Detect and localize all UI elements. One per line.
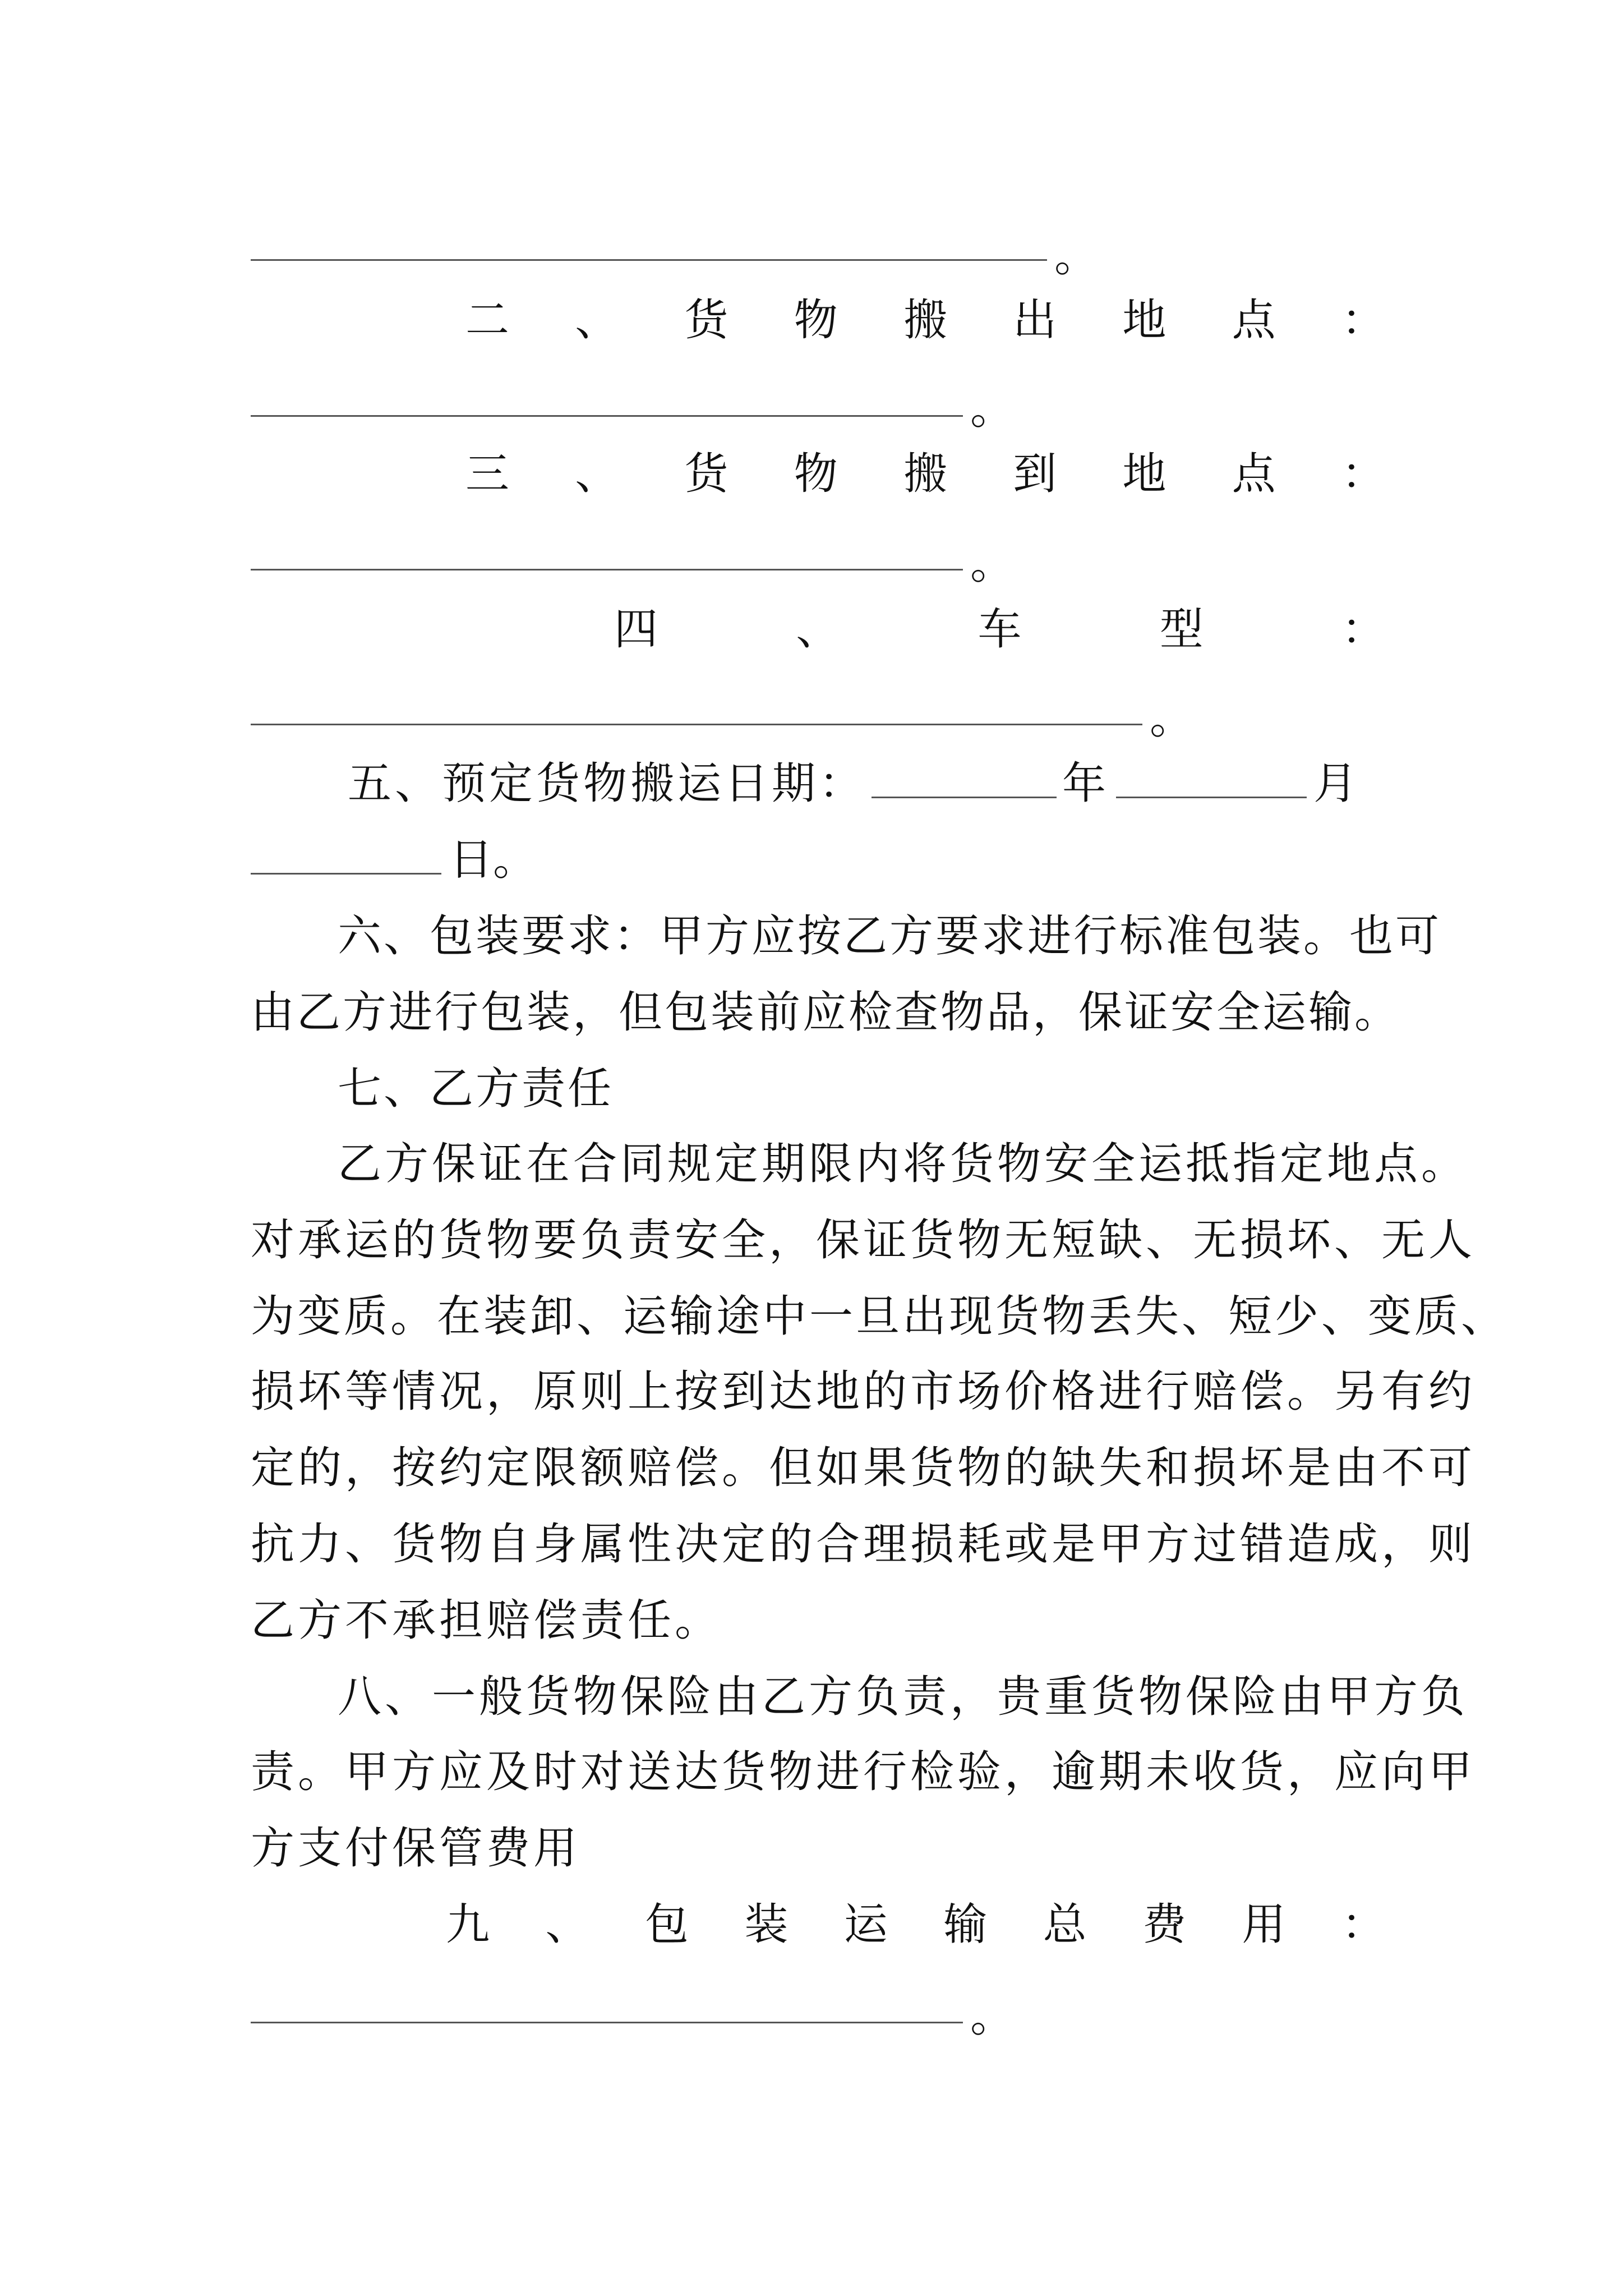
month-label: 月 xyxy=(1313,758,1361,809)
item-8-line: 八、一般货物保险由乙方负责，贵重货物保险由甲方负 xyxy=(338,1672,1469,1722)
item-5-date-line xyxy=(348,758,1361,809)
item-7-line: 损坏等情况，原则上按到达地的市场价格进行赔偿。另有约 xyxy=(251,1366,1476,1417)
blank-item-3[interactable] xyxy=(251,569,963,570)
item-4-char: 车 xyxy=(978,604,1022,655)
blank-year[interactable] xyxy=(872,792,1057,798)
year-label: 年 xyxy=(1062,758,1110,809)
item-9-char: 用 xyxy=(1242,1899,1286,1950)
item-9-heading xyxy=(446,1899,1385,1950)
item-2-char: 货 xyxy=(684,295,728,346)
item-7-line: 乙方保证在合同规定期限内将货物安全运抵指定地点。 xyxy=(338,1139,1469,1189)
item-9-char: 输 xyxy=(943,1899,988,1950)
item-2-heading xyxy=(465,295,1385,346)
item-8-line: 方支付保管费用 xyxy=(251,1823,581,1874)
item-2-char: 出 xyxy=(1013,295,1057,346)
item-2-char: 地 xyxy=(1122,295,1166,346)
item-2-char: 点 xyxy=(1232,295,1276,346)
item-9-char: 运 xyxy=(843,1899,888,1950)
item-8-line: 责。甲方应及时对送达货物进行检验，逾期未收货，应向甲 xyxy=(251,1747,1476,1797)
item-6-line-1: 六、包装要求：甲方应按乙方要求进行标准包装。也可 xyxy=(338,911,1442,961)
item-7-heading: 七、乙方责任 xyxy=(338,1064,614,1114)
item-9-char: 、 xyxy=(545,1899,589,1950)
item-3-char: 、 xyxy=(575,449,619,499)
item-9-char: 费 xyxy=(1142,1899,1187,1950)
blank-item-9[interactable] xyxy=(251,2022,963,2023)
period-item-9: 。 xyxy=(970,1991,1015,2042)
item-3-heading xyxy=(465,449,1385,499)
item-3-char: 地 xyxy=(1122,449,1166,499)
item-2-char: 物 xyxy=(794,295,838,346)
item-9-char: 总 xyxy=(1043,1899,1087,1950)
blank-day[interactable] xyxy=(251,868,441,875)
item-4-heading xyxy=(614,604,1385,655)
item-3-char: 点 xyxy=(1232,449,1276,499)
item-3-char: 物 xyxy=(794,449,838,499)
item-4-char: 四 xyxy=(614,604,658,655)
item-7-line: 定的，按约定限额赔偿。但如果货物的缺失和损坏是由不可 xyxy=(251,1443,1476,1493)
item-4-char: 型 xyxy=(1159,604,1204,655)
item-7-line: 抗力、货物自身属性决定的合理损耗或是甲方过错造成，则 xyxy=(251,1519,1476,1570)
item-2-char: 二 xyxy=(465,295,510,346)
period-1: 。 xyxy=(1054,231,1099,282)
item-7-line: 对承运的货物要负责安全，保证货物无短缺、无损坏、无人 xyxy=(251,1215,1476,1266)
item-2-char: ： xyxy=(1341,295,1385,346)
item-3-char: 三 xyxy=(465,449,510,499)
blank-line-1[interactable] xyxy=(251,259,1047,261)
blank-month[interactable] xyxy=(1116,792,1307,798)
item-9-char: ： xyxy=(1341,1899,1385,1950)
item-9-char: 装 xyxy=(744,1899,789,1950)
period-item-3: 。 xyxy=(970,539,1015,589)
item-7-line: 为变质。在装卸、运输途中一旦出现货物丢失、短少、变质、 xyxy=(251,1291,1508,1342)
item-2-char: 、 xyxy=(575,295,619,346)
blank-item-4[interactable] xyxy=(251,724,1142,725)
item-7-line: 乙方不承担赔偿责任。 xyxy=(251,1595,722,1646)
item-4-char: 、 xyxy=(796,604,840,655)
item-4-char: ： xyxy=(1341,604,1385,655)
period-item-4: 。 xyxy=(1150,693,1194,744)
item-5-day-line xyxy=(251,835,537,885)
item-2-char: 搬 xyxy=(903,295,947,346)
day-label: 日。 xyxy=(449,835,537,885)
item-9-char: 九 xyxy=(446,1899,490,1950)
item-9-char: 包 xyxy=(644,1899,689,1950)
period-item-2: 。 xyxy=(970,384,1015,434)
blank-item-2[interactable] xyxy=(251,415,963,417)
item-5-prefix: 五、预定货物搬运日期： xyxy=(348,758,866,809)
item-3-char: 搬 xyxy=(903,449,947,499)
item-3-char: ： xyxy=(1341,449,1385,499)
item-3-char: 货 xyxy=(684,449,728,499)
item-3-char: 到 xyxy=(1013,449,1057,499)
item-6-line-2: 由乙方进行包装，但包装前应检查物品，保证安全运输。 xyxy=(251,987,1401,1038)
